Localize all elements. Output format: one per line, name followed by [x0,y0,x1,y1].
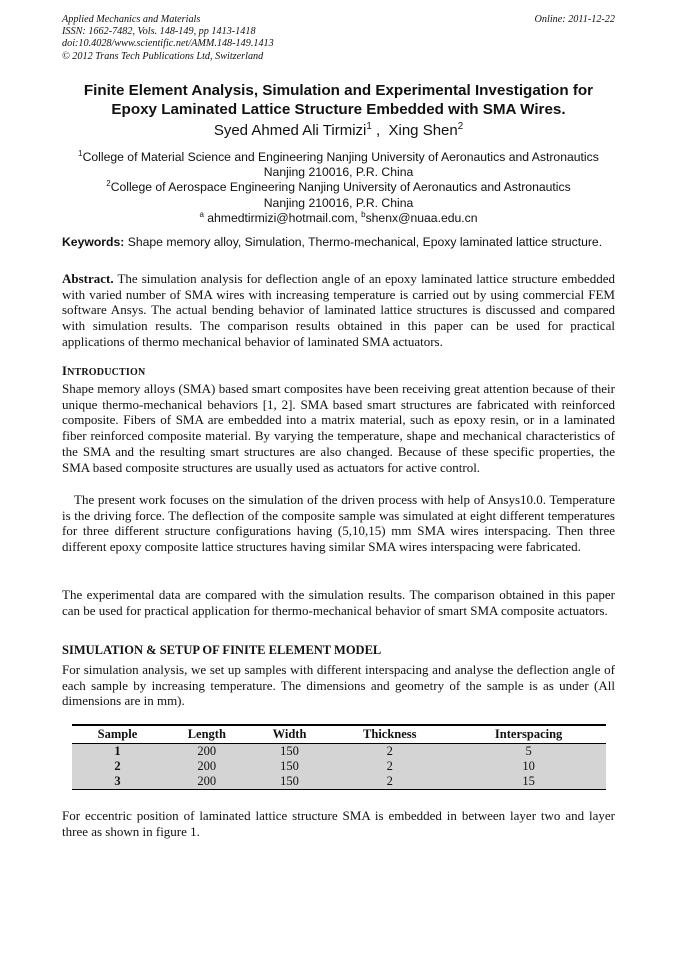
affiliation-1-city: Nanjing 210016, P.R. China [263,165,414,180]
table-cell: 2 [328,759,451,774]
issn-line: ISSN: 1662-7482, Vols. 148-149, pp 1413-1418 [62,26,256,38]
introduction-paragraph-3: The experimental data are compared with the simulation results. The comparison obtained in this paper can be used for practical application for thermo-mechanical behavior of smart SMA composite actuators. [62,587,615,618]
simulation-paragraph-2: For eccentric position of laminated lattice structure SMA is embedded in between layer two and layer three as shown in figure 1. [62,808,615,839]
keywords [62,235,615,251]
table-cell: 2 [328,744,451,760]
title-line-2: Epoxy Laminated Lattice Structure Embedded with SMA Wires. [111,101,566,118]
introduction-paragraph-1: Shape memory alloys (SMA) based smart composites have been receiving great attention because of their unique thermo-mechanical behaviors [1, 2]. SMA based smart structures are fabricated with reinforced composite. Fibers of SMA are embedded into a matrix material, such as epoxy resin, or in a laminated fiber reinforced composite material. By varying the temperature, shape and mechanical characteristics of the SMA and the resulting smart structures are also changed. Because of these specific properties, the SMA based composite structures are usually used as actuators for active control. [62,381,615,475]
copyright-line: © 2012 Trans Tech Publications Ltd, Switzerland [62,50,264,62]
author-1: Syed Ahmed Ali Tirmizi [213,122,367,139]
affiliation-1-mark: 1 [78,148,83,158]
table-header-cell: Thickness [328,725,451,744]
affiliation-2-text: College of Aerospace Engineering Nanjing University of Aeronautics and Astronautics [110,180,571,195]
journal-header [62,14,615,63]
keywords-text: Shape memory alloy, Simulation, Thermo-mechanical, Epoxy laminated lattice structure. [124,235,603,249]
table-row [72,759,606,774]
table-header-row [72,725,606,744]
affiliations [62,150,615,226]
abstract-text: The simulation analysis for deflection angle of an epoxy laminated lattice structure embedded with varied number of SMA wires with increasing temperature is carried out by using commercial FEM software Ansys. The actual bending behavior of laminated lattice structures is discussed and compared with simulation results. The comparison results obtained in this paper can be used for practical applications of thermo mechanical behavior of laminated SMA actuators. [62,271,615,349]
simulation-paragraph-1: For simulation analysis, we set up samples with different interspacing and analyse the deflection angle of each sample by increasing temperature. The dimensions and geometry of the sample is as under (All dimensions are in mm). [62,662,615,709]
table-cell: 5 [451,744,606,760]
introduction-heading [62,364,145,379]
table-cell: 1 [72,744,163,760]
table-row [72,774,606,790]
table-cell: 200 [163,744,251,760]
table-header-cell: Sample [72,725,163,744]
table-cell: 200 [163,774,251,790]
table-cell: 150 [251,759,329,774]
table-header-cell: Width [251,725,329,744]
introduction-paragraph-2-text: The present work focuses on the simulation of the driven process with help of Ansys10.0. Temperature is the driving force. The deflection of the composite sample was simulated at eight different temperatures for three different structure configurations having (5,10,15) mm SMA wires interspacing. Then three different epoxy composite lattice structures having similar SMA wires interspacing were fabricated. [62,492,615,555]
table-cell: 2 [328,774,451,790]
keywords-label: Keywords: [62,235,125,249]
journal-name: Applied Mechanics and Materials [62,14,201,25]
email-line [62,211,615,226]
table-cell: 10 [451,759,606,774]
author-1-affil: 1 [366,121,372,132]
simulation-heading: SIMULATION & SETUP OF FINITE ELEMENT MODEL [62,643,382,657]
introduction-paragraph-2 [62,492,615,555]
title-line-1: Finite Element Analysis, Simulation and Experimental Investigation for [83,82,594,99]
abstract [62,271,615,350]
affiliation-2 [62,180,615,195]
table-header-cell: Length [163,725,251,744]
table-row [72,744,606,760]
introduction-heading-initial: I [62,364,68,378]
table-cell: 15 [451,774,606,790]
paper-title [62,81,615,119]
abstract-label: Abstract. [62,271,114,286]
sample-dimensions-table [72,724,606,790]
doi-line: doi:10.4028/www.scientific.net/AMM.148-149.1413 [62,38,274,50]
table-cell: 150 [251,774,329,790]
table-cell: 150 [251,744,329,760]
table-cell: 200 [163,759,251,774]
author-2: Xing Shen [388,122,458,139]
table-header-cell: Interspacing [451,725,606,744]
author-list [62,122,615,140]
online-date: Online: 2011-12-22 [534,14,615,25]
author-2-affil: 2 [457,121,464,132]
introduction-heading-rest: NTRODUCTION [67,367,146,378]
affiliation-1-text: College of Material Science and Engineering Nanjing University of Aeronautics and Astronautics [82,150,599,164]
email-b: shenx@nuaa.edu.cn [365,210,478,225]
email-a: ahmedtirmizi@hotmail.com, [203,210,362,225]
table-cell: 2 [72,759,163,774]
affiliation-2-city: Nanjing 210016, P.R. China [263,195,414,210]
table-cell: 3 [72,774,163,790]
affiliation-2-mark: 2 [106,179,111,189]
affiliation-1 [62,150,615,165]
author-separator: , [371,122,389,139]
email-b-mark: b [361,209,366,219]
email-a-mark: a [199,209,204,219]
